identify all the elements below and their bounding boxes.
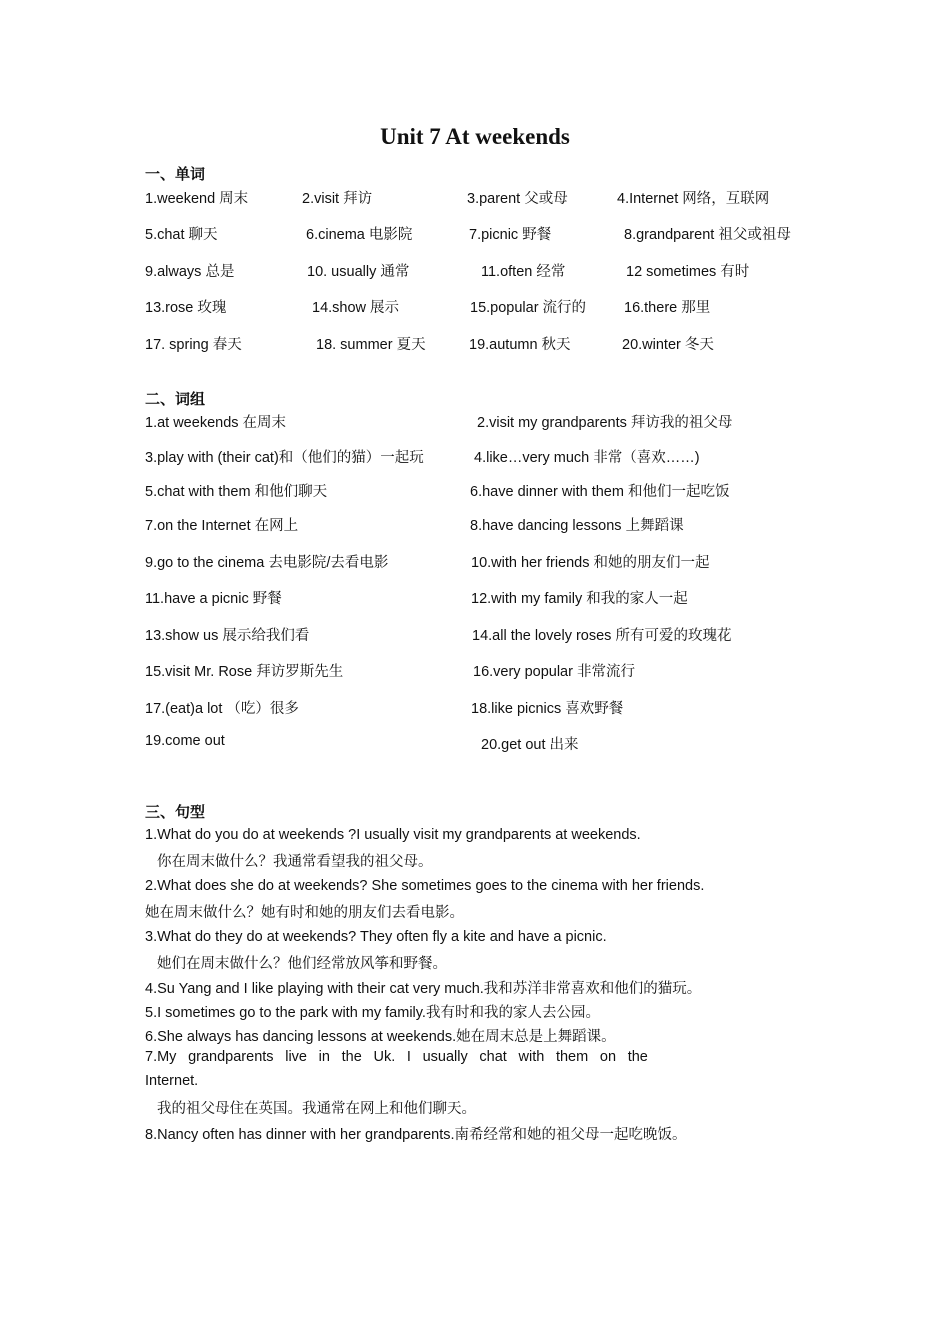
word-item: 20.winter 冬天 bbox=[622, 337, 714, 353]
sentence-word: live bbox=[285, 1049, 307, 1065]
sentence-item: 8.Nancy often has dinner with her grandparents.南希经常和她的祖父母一起吃晚饭。 bbox=[145, 1127, 687, 1143]
sentence-word: the bbox=[627, 1049, 648, 1065]
sentence-word: them bbox=[555, 1049, 589, 1065]
sentence-word: grandparents bbox=[188, 1049, 274, 1065]
word-item: 5.chat 聊天 bbox=[145, 227, 218, 243]
phrase-item: 10.with her friends 和她的朋友们一起 bbox=[471, 555, 710, 571]
phrase-item: 8.have dancing lessons 上舞蹈课 bbox=[470, 518, 684, 534]
section-heading-sentences: 三、句型 bbox=[145, 803, 206, 821]
phrase-item: 3.play with (their cat)和（他们的猫）一起玩 bbox=[145, 450, 424, 466]
sentence-item: 3.What do they do at weekends? They often fly a kite and have a picnic. bbox=[145, 929, 607, 945]
sentence-translation: 我的祖父母住在英国。我通常在网上和他们聊天。 bbox=[157, 1101, 476, 1117]
sentence-word: in bbox=[318, 1049, 330, 1065]
phrase-item: 16.very popular 非常流行 bbox=[473, 664, 635, 680]
phrase-item: 17.(eat)a lot （吃）很多 bbox=[145, 701, 299, 717]
word-item: 14.show 展示 bbox=[312, 300, 400, 316]
phrase-item: 6.have dinner with them 和他们一起吃饭 bbox=[470, 484, 730, 500]
sentence-translation: 她们在周末做什么？他们经常放风筝和野餐。 bbox=[157, 956, 447, 972]
word-item: 1.weekend 周末 bbox=[145, 191, 249, 207]
phrase-item: 11.have a picnic 野餐 bbox=[145, 591, 282, 607]
phrase-item: 20.get out 出来 bbox=[481, 737, 579, 753]
word-item: 8.grandparent 祖父或祖母 bbox=[624, 227, 791, 243]
word-item: 2.visit 拜访 bbox=[302, 191, 373, 207]
phrase-item: 9.go to the cinema 去电影院/去看电影 bbox=[145, 555, 389, 571]
phrase-item: 19.come out bbox=[145, 733, 225, 749]
phrase-item: 5.chat with them 和他们聊天 bbox=[145, 484, 328, 500]
sentence-word: 7.My bbox=[145, 1049, 177, 1065]
phrase-item: 14.all the lovely roses 所有可爱的玫瑰花 bbox=[472, 628, 732, 644]
sentence-item: 1.What do you do at weekends ?I usually visit my grandparents at weekends. bbox=[145, 827, 641, 843]
sentence-word: with bbox=[518, 1049, 545, 1065]
word-item: 3.parent 父或母 bbox=[467, 191, 568, 207]
sentence-word: on bbox=[599, 1049, 617, 1065]
sentence-word: Uk. bbox=[373, 1049, 396, 1065]
word-item: 9.always 总是 bbox=[145, 264, 235, 280]
sentence-translation: 她在周末做什么？她有时和她的朋友们去看电影。 bbox=[145, 905, 464, 921]
phrase-item: 18.like picnics 喜欢野餐 bbox=[471, 701, 624, 717]
word-item: 4.Internet 网络，互联网 bbox=[617, 191, 770, 207]
sentence-item: 4.Su Yang and I like playing with their cat very much.我和苏洋非常喜欢和他们的猫玩。 bbox=[145, 981, 702, 997]
word-item: 16.there 那里 bbox=[624, 300, 711, 316]
phrase-item: 12.with my family 和我的家人一起 bbox=[471, 591, 688, 607]
word-item: 6.cinema 电影院 bbox=[306, 227, 413, 243]
section-heading-phrases: 二、词组 bbox=[145, 390, 206, 408]
word-item: 7.picnic 野餐 bbox=[469, 227, 552, 243]
word-item: 15.popular 流行的 bbox=[470, 300, 587, 316]
word-item: 11.often 经常 bbox=[481, 264, 566, 280]
word-item: 10. usually 通常 bbox=[307, 264, 410, 280]
phrase-item: 7.on the Internet 在网上 bbox=[145, 518, 299, 534]
word-item: 17. spring 春天 bbox=[145, 337, 242, 353]
sentence-item-justified bbox=[145, 1049, 648, 1065]
phrase-item: 2.visit my grandparents 拜访我的祖父母 bbox=[477, 415, 733, 431]
word-item: 12 sometimes 有时 bbox=[626, 264, 750, 280]
word-item: 19.autumn 秋天 bbox=[469, 337, 571, 353]
sentence-word: I bbox=[406, 1049, 411, 1065]
section-heading-words: 一、单词 bbox=[145, 165, 206, 183]
sentence-word: chat bbox=[479, 1049, 507, 1065]
phrase-item: 15.visit Mr. Rose 拜访罗斯先生 bbox=[145, 664, 344, 680]
sentence-item: 5.I sometimes go to the park with my family.我有时和我的家人去公园。 bbox=[145, 1005, 600, 1021]
sentence-word: usually bbox=[422, 1049, 468, 1065]
phrase-item: 4.like…very much 非常（喜欢……) bbox=[474, 450, 700, 466]
sentence-item: 2.What does she do at weekends? She sometimes goes to the cinema with her friends. bbox=[145, 878, 705, 894]
phrase-item: 1.at weekends 在周末 bbox=[145, 415, 287, 431]
sentence-continuation: Internet. bbox=[145, 1073, 199, 1089]
phrase-item: 13.show us 展示给我们看 bbox=[145, 628, 310, 644]
sentence-translation: 你在周末做什么？我通常看望我的祖父母。 bbox=[157, 854, 433, 870]
sentence-item: 6.She always has dancing lessons at weekends.她在周末总是上舞蹈课。 bbox=[145, 1029, 616, 1045]
word-item: 13.rose 玫瑰 bbox=[145, 300, 227, 316]
page-title: Unit 7 At weekends bbox=[380, 124, 570, 149]
sentence-word: the bbox=[341, 1049, 362, 1065]
word-item: 18. summer 夏天 bbox=[316, 337, 426, 353]
